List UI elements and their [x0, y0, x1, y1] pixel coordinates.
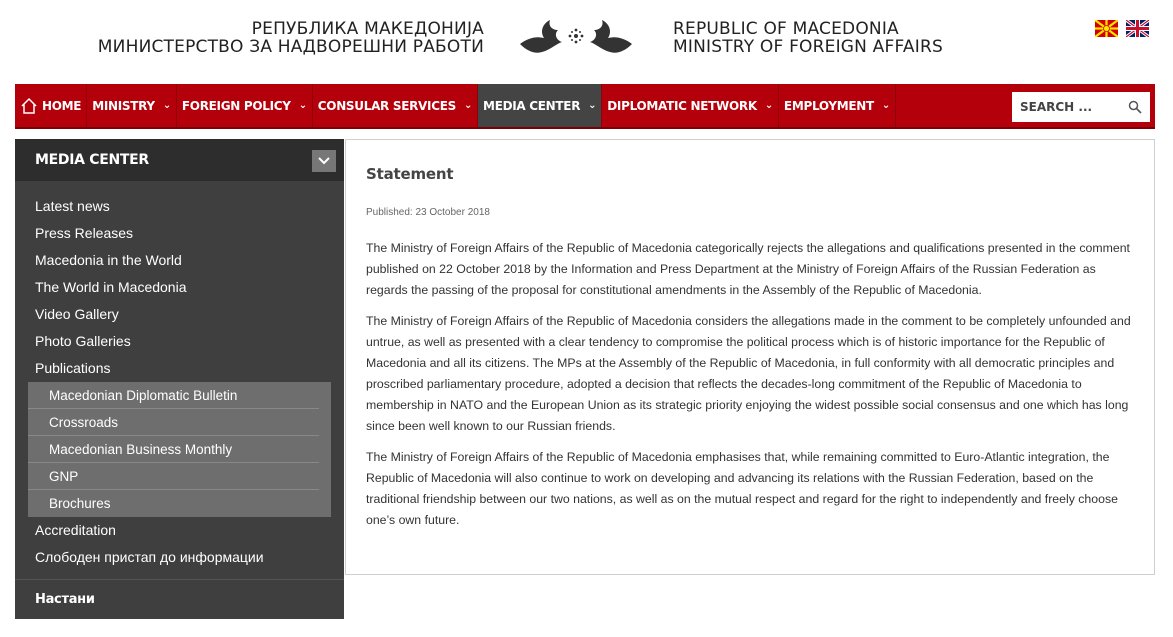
- nav-item-consular-services[interactable]: [313, 84, 478, 127]
- submenu-item-business-monthly[interactable]: Macedonian Business Monthly: [28, 436, 319, 463]
- article-paragraph: The Ministry of Foreign Affairs of the Republic of Macedonia considers the allegations made in the comment to be completely unfounded and untrue, as well as presented with a clear tendency to compromise the political process which is of historic importance for the Republic of Macedonia and all its citizens. The MPs at the Assembly of the Republic of Macedonia, in full conformity with all democratic principles and proscribed parliamentary procedure, adopted a decision that reflects the decades-long commitment of the Republic of Macedonia to membership in NATO and the European Union as its strategic priority enjoying the widest possible social consensus and one which has long since been well known to our Russian friends.: [366, 314, 1131, 433]
- chevron-down-icon: ⌄: [463, 100, 473, 111]
- macedonian-flag-icon[interactable]: [1095, 20, 1118, 37]
- chevron-down-icon: ⌄: [298, 100, 307, 111]
- header-en-line2: MINISTRY OF FOREIGN AFFAIRS: [673, 37, 943, 57]
- sidebar-header: [15, 139, 344, 181]
- nav-item-foreign-policy[interactable]: [177, 84, 313, 127]
- sidebar-toggle-button[interactable]: [312, 150, 336, 172]
- chevron-down-icon: ⌄: [881, 100, 890, 111]
- sidebar-item-free-access-info[interactable]: Слободен пристап до информации: [35, 549, 264, 565]
- article-title: Statement: [366, 165, 454, 183]
- site-header: [0, 0, 1173, 84]
- sidebar-item-latest-news[interactable]: Latest news: [35, 198, 110, 214]
- sidebar-item-world-in-macedonia[interactable]: The World in Macedonia: [35, 279, 187, 295]
- sidebar-title: MEDIA CENTER: [35, 152, 149, 168]
- nav-item-diplomatic-network[interactable]: [602, 84, 779, 127]
- submenu-item-diplomatic-bulletin[interactable]: Macedonian Diplomatic Bulletin: [28, 382, 319, 409]
- nav-label-home: HOME: [42, 98, 82, 113]
- chevron-down-icon: ⌄: [162, 100, 171, 111]
- search-box: [1012, 92, 1150, 122]
- publications-submenu: [28, 382, 331, 517]
- nav-label-consular-services: CONSULAR SERVICES: [317, 98, 456, 113]
- nav-label-foreign-policy: FOREIGN POLICY: [181, 98, 291, 113]
- submenu-item-brochures[interactable]: Brochures: [49, 496, 111, 511]
- article-panel: [345, 139, 1155, 575]
- chevron-down-icon: ⌄: [764, 100, 773, 111]
- nav-item-media-center[interactable]: [478, 84, 602, 127]
- nav-label-diplomatic-network: DIPLOMATIC NETWORK: [607, 98, 757, 113]
- sidebar-item-accreditation[interactable]: Accreditation: [35, 522, 116, 538]
- article-paragraph: The Ministry of Foreign Affairs of the Republic of Macedonia emphasises that, while remaining committed to Euro-Atlantic integration, the Republic of Macedonia will also continue to work on developing and advancing its relations with the Russian Federation, based on the traditional friendship between our two nations, as well as on the mutual respect and regard for the right to independently and freely choose one’s own future.: [366, 450, 1118, 527]
- sidebar-item-publications[interactable]: Publications: [35, 360, 111, 376]
- home-icon: [20, 97, 38, 115]
- article-paragraph: The Ministry of Foreign Affairs of the Republic of Macedonia categorically rejects the allegations and qualifications presented in the comment published on 22 October 2018 by the Information and Press Department at the Ministry of Foreign Affairs of the Russian Federation as regards the passing of the proposal for constitutional amendments in the Assembly of the Republic of Macedonia.: [366, 241, 1130, 297]
- sidebar-item-video-gallery[interactable]: Video Gallery: [35, 306, 119, 322]
- header-title-en: [673, 20, 943, 56]
- nav-label-ministry: MINISTRY: [92, 98, 155, 113]
- nav-label-media-center: MEDIA CENTER: [483, 98, 581, 113]
- search-icon[interactable]: [1128, 100, 1142, 114]
- sidebar-menu: [15, 181, 344, 571]
- sidebar: [15, 139, 344, 619]
- main-navigation: [15, 84, 1155, 129]
- chevron-down-icon: [318, 157, 330, 165]
- nav-item-employment[interactable]: [779, 84, 896, 127]
- header-mk-line2: МИНИСТЕРСТВО ЗА НАДВОРЕШНИ РАБОТИ: [97, 37, 484, 57]
- ministry-crest-icon[interactable]: [516, 14, 636, 60]
- header-title-mk: [98, 20, 484, 56]
- search-input[interactable]: [1020, 100, 1120, 114]
- sidebar-item-photo-galleries[interactable]: Photo Galleries: [35, 333, 131, 349]
- chevron-down-icon: ⌄: [588, 100, 597, 111]
- nav-label-employment: EMPLOYMENT: [783, 98, 874, 113]
- sidebar-events-heading[interactable]: Настани: [35, 592, 95, 607]
- published-date: Published: 23 October 2018: [366, 207, 490, 218]
- nav-item-ministry[interactable]: [87, 84, 177, 127]
- sidebar-item-press-releases[interactable]: Press Releases: [35, 225, 134, 241]
- submenu-item-crossroads[interactable]: Crossroads: [28, 409, 319, 436]
- submenu-item-gnp[interactable]: GNP: [28, 463, 319, 490]
- language-switcher: [1095, 20, 1149, 37]
- sidebar-item-macedonia-in-the-world[interactable]: Macedonia in the World: [35, 252, 182, 268]
- header-mk-line1: РЕПУБЛИКА МАКЕДОНИЈА: [251, 19, 484, 39]
- nav-item-home[interactable]: [15, 84, 87, 127]
- article-body: [366, 238, 1134, 531]
- header-en-line1: REPUBLIC OF MACEDONIA: [673, 19, 899, 39]
- uk-flag-icon[interactable]: [1126, 20, 1149, 37]
